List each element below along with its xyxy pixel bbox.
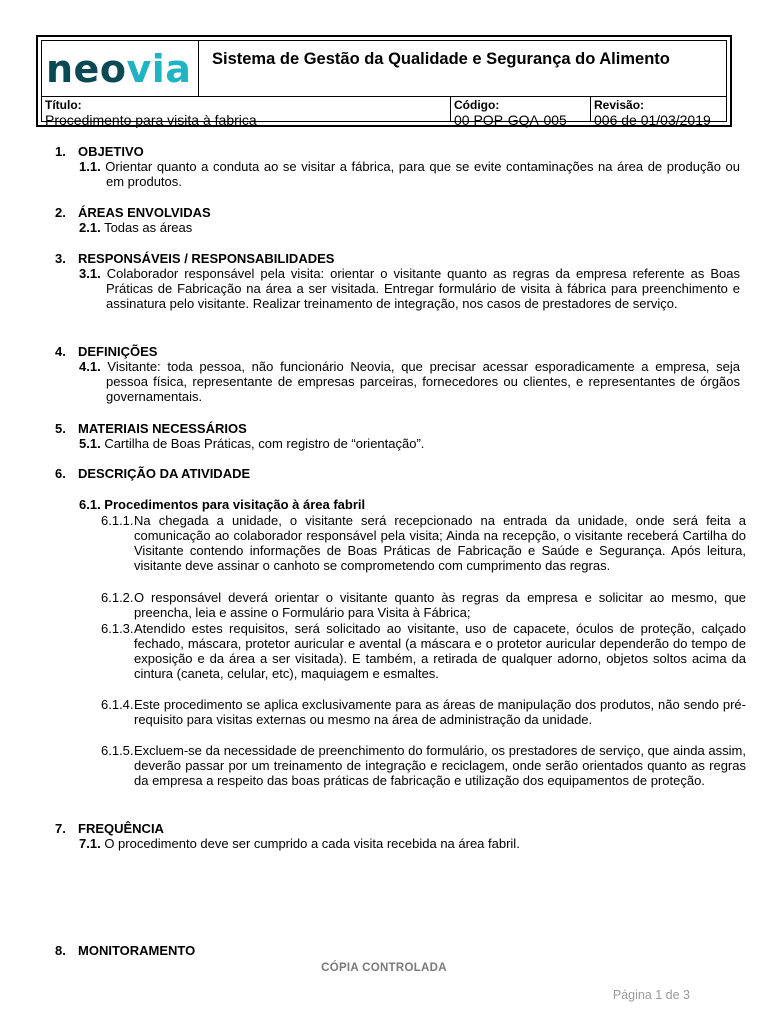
- code-label: Código:: [454, 98, 500, 112]
- section-definicoes-title: [55, 344, 157, 359]
- item-number: 6.1.2.: [101, 590, 134, 605]
- code-value: 00 POP-GQA-005: [454, 112, 567, 128]
- logo-via: via: [126, 47, 192, 91]
- section-number: 7.: [55, 821, 66, 836]
- paragraph-text: Orientar quanto a conduta ao se visitar a fábrica, para que se evite contaminações na área de produção ou em produtos.: [105, 159, 740, 189]
- section-number: 6.: [55, 466, 66, 481]
- list-item-6-1-4: [101, 697, 746, 727]
- paragraph-text: Visitante: toda pessoa, não funcionário Neovia, que precisar acessar esporadicamente a empresa, seja pessoa física, representante de empresas parceiras, fornecedores ou clientes, e representantes de órgãos governamentais.: [106, 359, 740, 404]
- paragraph-5-1: [79, 436, 740, 451]
- section-title-text: FREQUÊNCIA: [78, 821, 164, 836]
- code-cell: [451, 97, 591, 128]
- section-title-text: DEFINIÇÕES: [78, 344, 158, 359]
- list-item-6-1-3: [101, 621, 746, 681]
- item-text: Este procedimento se aplica exclusivamente para as áreas de manipulação dos produtos, não sendo pré-requisito para visitas externas ou mesmo na área de administração da unidade.: [134, 697, 746, 727]
- list-item-6-1-1: [101, 513, 746, 573]
- item-text: Atendido estes requisitos, será solicitado ao visitante, uso de capacete, óculos de proteção, calçado fechado, máscara, protetor auricular e avental (a máscara e o protetor auricular dependerão do tempo de exposição e da área a ser visitada). E também, a retirada de qualquer adorno, objetos soltos acima da cintura (caneta, celular, etc), maquiagem e esmaltes.: [134, 621, 746, 681]
- document-header: [36, 35, 732, 127]
- page-number: Página 1 de 3: [612, 988, 690, 1002]
- section-frequencia-title: [55, 821, 164, 836]
- section-title-text: MATERIAIS NECESSÁRIOS: [78, 421, 247, 436]
- header-table: [41, 40, 727, 128]
- paragraph-text: Cartilha de Boas Práticas, com registro de “orientação”.: [104, 436, 425, 451]
- title-value: Procedimento para visita à fabrica: [45, 112, 257, 128]
- paragraph-number: 1.1.: [79, 159, 101, 174]
- section-number: 3.: [55, 251, 66, 266]
- controlled-copy-footer: CÓPIA CONTROLADA: [321, 962, 447, 974]
- header-top-row: [42, 41, 726, 97]
- paragraph-3-1: [79, 266, 740, 311]
- section-areas-title: [55, 205, 211, 220]
- list-item-6-1-2: [101, 590, 746, 620]
- list-item-6-1-5: [101, 743, 746, 788]
- item-number: 6.1.1.: [101, 513, 134, 528]
- section-title-text: ÁREAS ENVOLVIDAS: [78, 205, 211, 220]
- paragraph-number: 3.1.: [79, 266, 101, 281]
- system-title: Sistema de Gestão da Qualidade e Segurança do Alimento: [212, 50, 670, 68]
- paragraph-2-1: [79, 220, 740, 235]
- section-descricao-title: [55, 466, 250, 481]
- subsection-6-1-title: 6.1. Procedimentos para visitação à área fabril: [79, 497, 366, 512]
- paragraph-number: 5.1.: [79, 436, 101, 451]
- item-number: 6.1.4.: [101, 697, 134, 712]
- item-number: 6.1.5.: [101, 743, 134, 758]
- section-objetivo-title: [55, 144, 144, 159]
- item-text: O responsável deverá orientar o visitante quanto às regras da empresa e solicitar ao mesmo, que preencha, leia e assine o Formulário para Visita à Fábrica;: [134, 590, 746, 620]
- logo-neo: neo: [46, 47, 127, 91]
- title-label: Título:: [45, 98, 82, 112]
- item-text: Excluem-se da necessidade de preenchimento do formulário, os prestadores de serviço, que ainda assim, deverão passar por um treinamento de integração e reciclagem, onde serão orientados quanto as regras da empresa a respeito das boas práticas de fabricação e utilização dos equipamentos de proteção.: [134, 743, 746, 788]
- paragraph-number: 4.1.: [79, 359, 101, 374]
- paragraph-text: Colaborador responsável pela visita: orientar o visitante quanto as regras da empresa referente as Boas Práticas de Fabricação na área a ser visitada. Entregar formulário de visita à fábrica para preenchimento e assinatura pelo visitante. Realizar treinamento de integração, nos casos de prestadores de serviço.: [106, 266, 740, 311]
- section-title-text: RESPONSÁVEIS / RESPONSABILIDADES: [78, 251, 335, 266]
- section-number: 4.: [55, 344, 66, 359]
- section-monitoramento-title: [55, 943, 195, 958]
- paragraph-number: 2.1.: [79, 220, 101, 235]
- item-text: Na chegada a unidade, o visitante será recepcionado na entrada da unidade, onde será feita a comunicação ao colaborador responsável pela visita; Ainda na recepção, o visitante receberá Cartilha do Visitante contendo informações de Boas Práticas de Fabricação e Saúde e Segurança. Após leitura, visitante deve assinar o canhoto se comprometendo com cumprimento das regras.: [134, 513, 746, 573]
- title-cell: [42, 97, 451, 128]
- paragraph-4-1: [79, 359, 740, 404]
- revision-cell: [591, 97, 726, 128]
- paragraph-number: 7.1.: [79, 836, 101, 851]
- neovia-logo: [46, 49, 191, 89]
- section-number: 5.: [55, 421, 66, 436]
- section-number: 2.: [55, 205, 66, 220]
- paragraph-1-1: [79, 159, 740, 189]
- paragraph-text: Todas as áreas: [104, 220, 193, 235]
- section-number: 8.: [55, 943, 66, 958]
- revision-value: 006 de 01/03/2019: [594, 112, 711, 128]
- revision-label: Revisão:: [594, 98, 645, 112]
- header-info-row: [42, 97, 726, 128]
- paragraph-text: O procedimento deve ser cumprido a cada visita recebida na área fabril.: [104, 836, 520, 851]
- paragraph-7-1: [79, 836, 740, 851]
- section-title-text: DESCRIÇÃO DA ATIVIDADE: [78, 466, 251, 481]
- section-number: 1.: [55, 144, 66, 159]
- section-title-text: OBJETIVO: [78, 144, 144, 159]
- logo-cell: [42, 41, 199, 96]
- section-title-text: MONITORAMENTO: [78, 943, 196, 958]
- section-materiais-title: [55, 421, 247, 436]
- section-responsaveis-title: [55, 251, 334, 266]
- item-number: 6.1.3.: [101, 621, 134, 636]
